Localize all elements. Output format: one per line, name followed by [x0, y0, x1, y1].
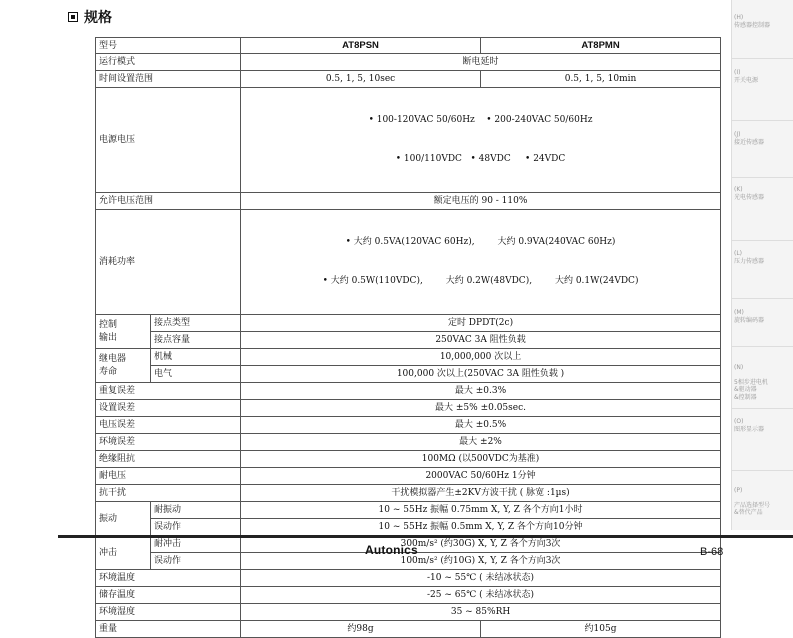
value-storage-temp: -25 ~ 65℃ ( 未结冰状态)	[241, 587, 721, 604]
label-shock-endure: 耐冲击	[151, 536, 241, 553]
sidebar-label: 图形显示器	[734, 425, 765, 433]
label-contact-capacity: 接点容量	[151, 332, 241, 349]
table-row	[96, 451, 721, 468]
brand-logo: Autonics	[365, 543, 418, 557]
sidebar-label: 开关电源	[734, 76, 759, 84]
table-row	[96, 38, 721, 54]
table-row	[96, 349, 721, 366]
power-line-1: • 大约 0.5VA(120VAC 60Hz), 大约 0.9VA(240VAC 60Hz)	[345, 237, 616, 247]
table-row	[96, 434, 721, 451]
sidebar-item-h[interactable]	[734, 14, 792, 29]
value-contact-type: 定时 DPDT(2c)	[241, 315, 721, 332]
label-relay-life: 继电器 寿命	[96, 349, 151, 383]
label-insulation: 绝缘阻抗	[96, 451, 241, 468]
sidebar-code: (M)	[734, 309, 744, 316]
footer-rule	[58, 535, 732, 538]
label-shock-malfunction: 误动作	[151, 553, 241, 570]
table-row	[96, 193, 721, 210]
sidebar-label: 光电传感器	[734, 193, 765, 201]
label-ambient-humi: 环境湿度	[96, 604, 241, 621]
label-mechanical: 机械	[151, 349, 241, 366]
sidebar-code: (L)	[734, 250, 743, 257]
label-contact-type: 接点类型	[151, 315, 241, 332]
sidebar-item-j[interactable]	[734, 131, 792, 146]
model-a: AT8PSN	[241, 38, 481, 54]
sidebar-label: 传感器控制器	[734, 21, 771, 29]
value-vib-malfunction: 10 ~ 55Hz 振幅 0.5mm X, Y, Z 各个方向10分钟	[241, 519, 721, 536]
sidebar-label: 5相步进电机 &驱动器 &控制器	[734, 378, 768, 401]
label-time-range: 时间设置范围	[96, 71, 241, 88]
sidebar-item-m[interactable]	[734, 309, 792, 324]
sidebar-item-o[interactable]	[734, 418, 792, 433]
value-dielectric: 2000VAC 50/60Hz 1分钟	[241, 468, 721, 485]
table-row	[96, 383, 721, 400]
value-repeat-error: 最大 ±0.3%	[241, 383, 721, 400]
table-row	[96, 604, 721, 621]
sidebar-divider	[731, 240, 793, 241]
label-dielectric: 耐电压	[96, 468, 241, 485]
footer-rule	[732, 535, 793, 538]
page-number: B-68	[700, 546, 724, 558]
value-vib-endure: 10 ~ 55Hz 振幅 0.75mm X, Y, Z 各个方向1小时	[241, 502, 721, 519]
table-row	[96, 210, 721, 315]
value-voltage	[241, 88, 721, 193]
label-setting-error: 设置误差	[96, 400, 241, 417]
value-allow-voltage: 额定电压的 90 - 110%	[241, 193, 721, 210]
table-row	[96, 502, 721, 519]
table-row	[96, 468, 721, 485]
label-allow-voltage: 允许电压范围	[96, 193, 241, 210]
section-heading	[68, 7, 112, 27]
table-row	[96, 400, 721, 417]
value-weight-b: 约105g	[481, 621, 721, 638]
sidebar-code: (P)	[734, 486, 743, 494]
sidebar-item-l[interactable]	[734, 250, 792, 265]
label-control-output: 控制 输出	[96, 315, 151, 349]
heading-text: 规格	[84, 10, 112, 26]
sidebar-divider	[731, 408, 793, 409]
label-shock: 冲击	[96, 536, 151, 570]
value-run-mode: 断电延时	[241, 54, 721, 71]
value-mechanical: 10,000,000 次以上	[241, 349, 721, 366]
label-power: 消耗功率	[96, 210, 241, 315]
table-row	[96, 54, 721, 71]
table-row	[96, 88, 721, 193]
sidebar-item-i[interactable]	[734, 69, 792, 84]
sidebar-code: (J)	[734, 131, 741, 138]
value-power	[241, 210, 721, 315]
label-ambient-temp: 环境温度	[96, 570, 241, 587]
sidebar-code: (O)	[734, 418, 744, 425]
voltage-line-2: • 100/110VDC • 48VDC • 24VDC	[395, 154, 566, 164]
sidebar-divider	[731, 177, 793, 178]
value-insulation: 100MΩ (以500VDC为基准)	[241, 451, 721, 468]
label-env-error: 环境误差	[96, 434, 241, 451]
label-storage-temp: 储存温度	[96, 587, 241, 604]
sidebar-label: 接近传感器	[734, 138, 765, 146]
value-noise: 干扰模拟器产生±2KV方波干扰 ( 脉宽 :1µs)	[241, 485, 721, 502]
table-row	[96, 587, 721, 604]
table-row	[96, 417, 721, 434]
table-row	[96, 71, 721, 88]
sidebar-item-k[interactable]	[734, 186, 792, 201]
value-env-error: 最大 ±2%	[241, 434, 721, 451]
voltage-line-1: • 100-120VAC 50/60Hz • 200-240VAC 50/60Hz	[368, 115, 593, 125]
square-bullet-icon	[68, 12, 78, 22]
sidebar-code: (I)	[734, 69, 741, 76]
label-weight: 重量	[96, 621, 241, 638]
value-time-range-b: 0.5, 1, 5, 10min	[481, 71, 721, 88]
table-row	[96, 315, 721, 332]
value-shock-malfunction: 100m/s² (约10G) X, Y, Z 各个方向3次	[241, 553, 721, 570]
label-model: 型号	[96, 38, 241, 54]
table-row	[96, 366, 721, 383]
table-row	[96, 621, 721, 638]
value-shock-endure: 300m/s² (约30G) X, Y, Z 各个方向3次	[241, 536, 721, 553]
table-row	[96, 332, 721, 349]
sidebar-item-p[interactable]	[734, 479, 792, 524]
model-b: AT8PMN	[481, 38, 721, 54]
value-contact-capacity: 250VAC 3A 阻性负载	[241, 332, 721, 349]
value-ambient-temp: -10 ~ 55℃ ( 未结冰状态)	[241, 570, 721, 587]
value-ambient-humi: 35 ~ 85%RH	[241, 604, 721, 621]
label-repeat-error: 重复误差	[96, 383, 241, 400]
label-vib-malfunction: 误动作	[151, 519, 241, 536]
label-voltage-error: 电压误差	[96, 417, 241, 434]
label-voltage: 电源电压	[96, 88, 241, 193]
value-setting-error: 最大 ±5% ±0.05sec.	[241, 400, 721, 417]
sidebar-divider	[731, 346, 793, 347]
label-electrical: 电气	[151, 366, 241, 383]
value-weight-a: 约98g	[241, 621, 481, 638]
sidebar-item-n[interactable]	[734, 356, 792, 409]
sidebar-label: 旋转编码器	[734, 316, 765, 324]
label-vibration: 振动	[96, 502, 151, 536]
sidebar-label: 产品选择型号 &替代产品	[734, 501, 771, 516]
value-voltage-error: 最大 ±0.5%	[241, 417, 721, 434]
sidebar-code: (K)	[734, 186, 743, 193]
table-row	[96, 570, 721, 587]
table-row	[96, 519, 721, 536]
sidebar-divider	[731, 120, 793, 121]
value-time-range-a: 0.5, 1, 5, 10sec	[241, 71, 481, 88]
power-line-2: • 大约 0.5W(110VDC), 大约 0.2W(48VDC), 大约 0.1W(24VDC)	[322, 276, 639, 286]
label-vib-endure: 耐振动	[151, 502, 241, 519]
sidebar-label: 压力传感器	[734, 257, 765, 265]
table-row	[96, 485, 721, 502]
value-electrical: 100,000 次以上(250VAC 3A 阻性负载 )	[241, 366, 721, 383]
sidebar-code: (H)	[734, 14, 744, 21]
sidebar-divider	[731, 58, 793, 59]
sidebar-divider	[731, 298, 793, 299]
sidebar-code: (N)	[734, 363, 744, 371]
label-run-mode: 运行模式	[96, 54, 241, 71]
sidebar-divider	[731, 470, 793, 471]
label-noise: 抗干扰	[96, 485, 241, 502]
